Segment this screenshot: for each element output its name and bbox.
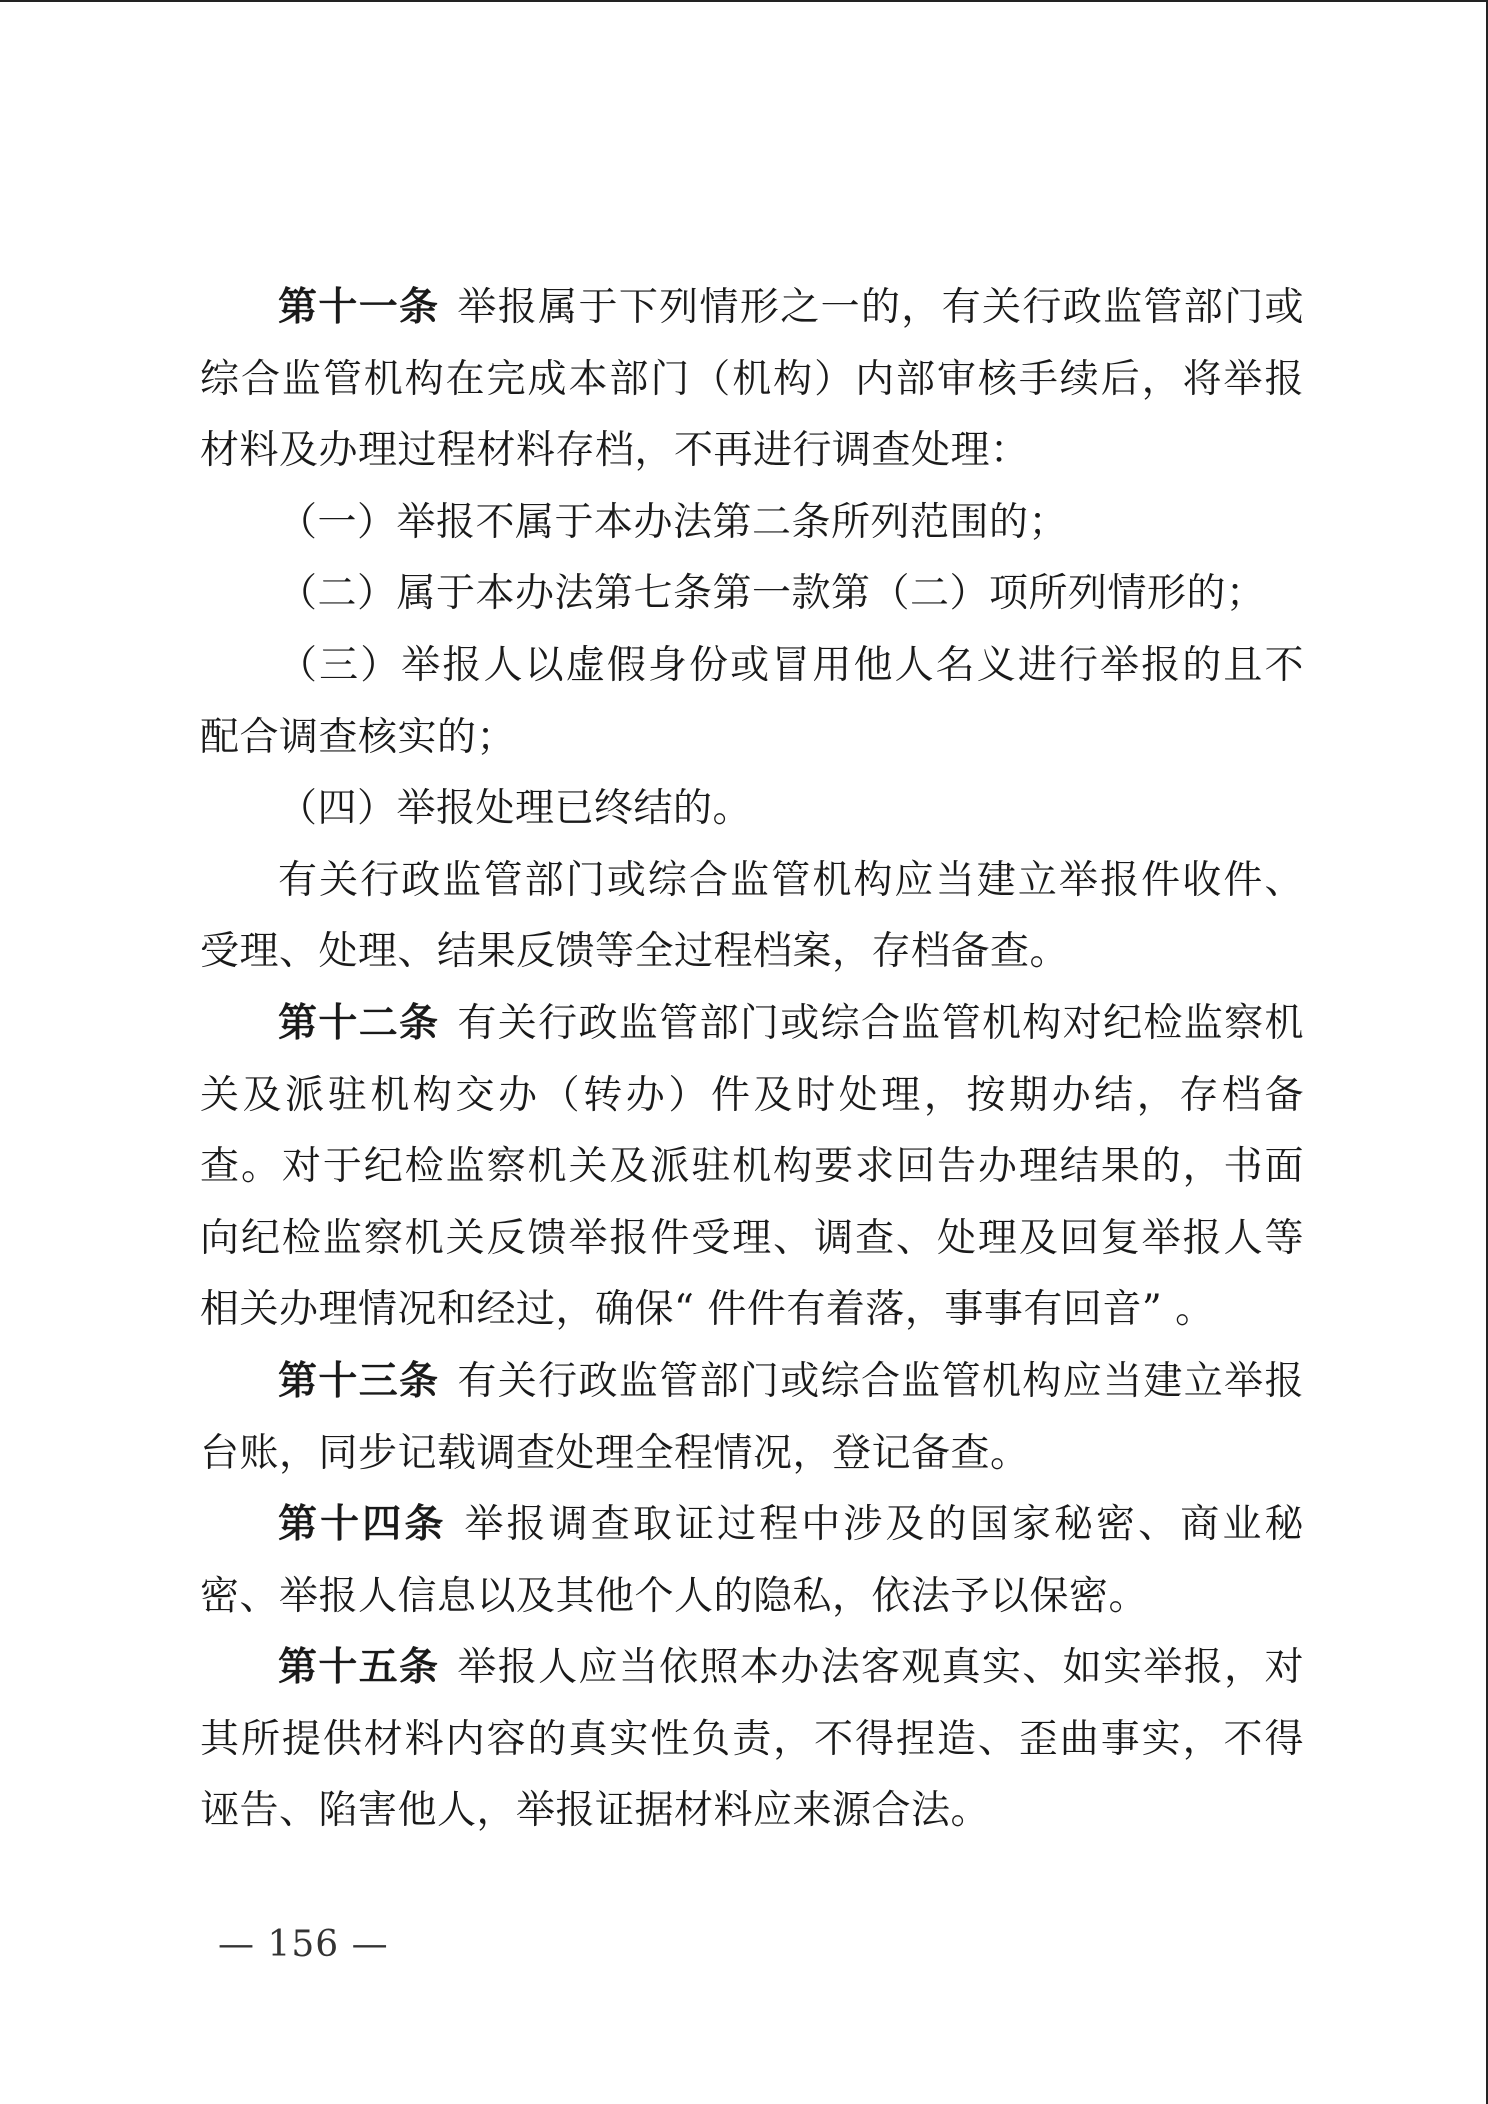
- article-15-heading: 第十五条: [278, 1644, 440, 1691]
- article-11-item-4: （四）举报处理已终结的。: [278, 786, 753, 832]
- article-13-line-2: 台账，同步记载调查处理全程情况，登记备查。: [200, 1430, 1030, 1476]
- article-15-line-3: 诬告、陷害他人，举报证据材料应来源合法。: [200, 1788, 991, 1834]
- article-13-line-1: 第十三条 有关行政监管部门或综合监管机构应当建立举报: [278, 1357, 1304, 1404]
- article-11-item-2: （二）属于本办法第七条第一款第（二）项所列情形的；: [278, 571, 1266, 617]
- article-11-paragraph-2-line-2: 受理、处理、结果反馈等全过程档案，存档备查。: [200, 929, 1070, 975]
- article-12-heading: 第十二条: [278, 999, 440, 1046]
- article-11-line-2: 综合监管机构在完成本部门（机构）内部审核手续后，将举报: [200, 356, 1304, 402]
- article-12-line-1: 第十二条 有关行政监管部门或综合监管机构对纪检监察机: [278, 999, 1304, 1046]
- page-number: — 156 —: [218, 1924, 389, 1965]
- article-11-line-3: 材料及办理过程材料存档，不再进行调查处理：: [200, 428, 1030, 474]
- article-11-item-3-line-1: （三）举报人以虚假身份或冒用他人名义进行举报的且不: [278, 642, 1304, 688]
- article-11-line-1: 第十一条 举报属于下列情形之一的，有关行政监管部门或: [278, 284, 1304, 330]
- article-15-line-2: 其所提供材料内容的真实性负责，不得捏造、歪曲事实，不得: [200, 1716, 1304, 1762]
- article-11-item-1: （一）举报不属于本办法第二条所列范围的；: [278, 499, 1069, 545]
- article-14-line-2: 密、举报人信息以及其他个人的隐私，依法予以保密。: [200, 1573, 1149, 1619]
- article-14-heading: 第十四条: [278, 1501, 447, 1548]
- article-13-heading: 第十三条: [278, 1357, 440, 1404]
- article-15-line-1: 第十五条 举报人应当依照本办法客观真实、如实举报，对: [278, 1644, 1304, 1691]
- article-12-line-3: 查。对于纪检监察机关及派驻机构要求回告办理结果的，书面: [200, 1144, 1304, 1190]
- article-11-heading: 第十一条: [278, 284, 440, 330]
- article-12-line-5: 相关办理情况和经过，确保“ 件件有着落，事事有回音” 。: [200, 1287, 1215, 1333]
- article-12-line-4: 向纪检监察机关反馈举报件受理、调查、处理及回复举报人等: [200, 1215, 1304, 1261]
- article-11-item-3-line-2: 配合调查核实的；: [200, 714, 517, 760]
- document-body: [200, 272, 1304, 1847]
- article-12-line-2: 关及派驻机构交办（转办）件及时处理，按期办结，存档备: [200, 1072, 1304, 1118]
- article-11-paragraph-2-line-1: 有关行政监管部门或综合监管机构应当建立举报件收件、: [278, 857, 1304, 903]
- article-14-line-1: 第十四条 举报调查取证过程中涉及的国家秘密、商业秘: [278, 1501, 1304, 1548]
